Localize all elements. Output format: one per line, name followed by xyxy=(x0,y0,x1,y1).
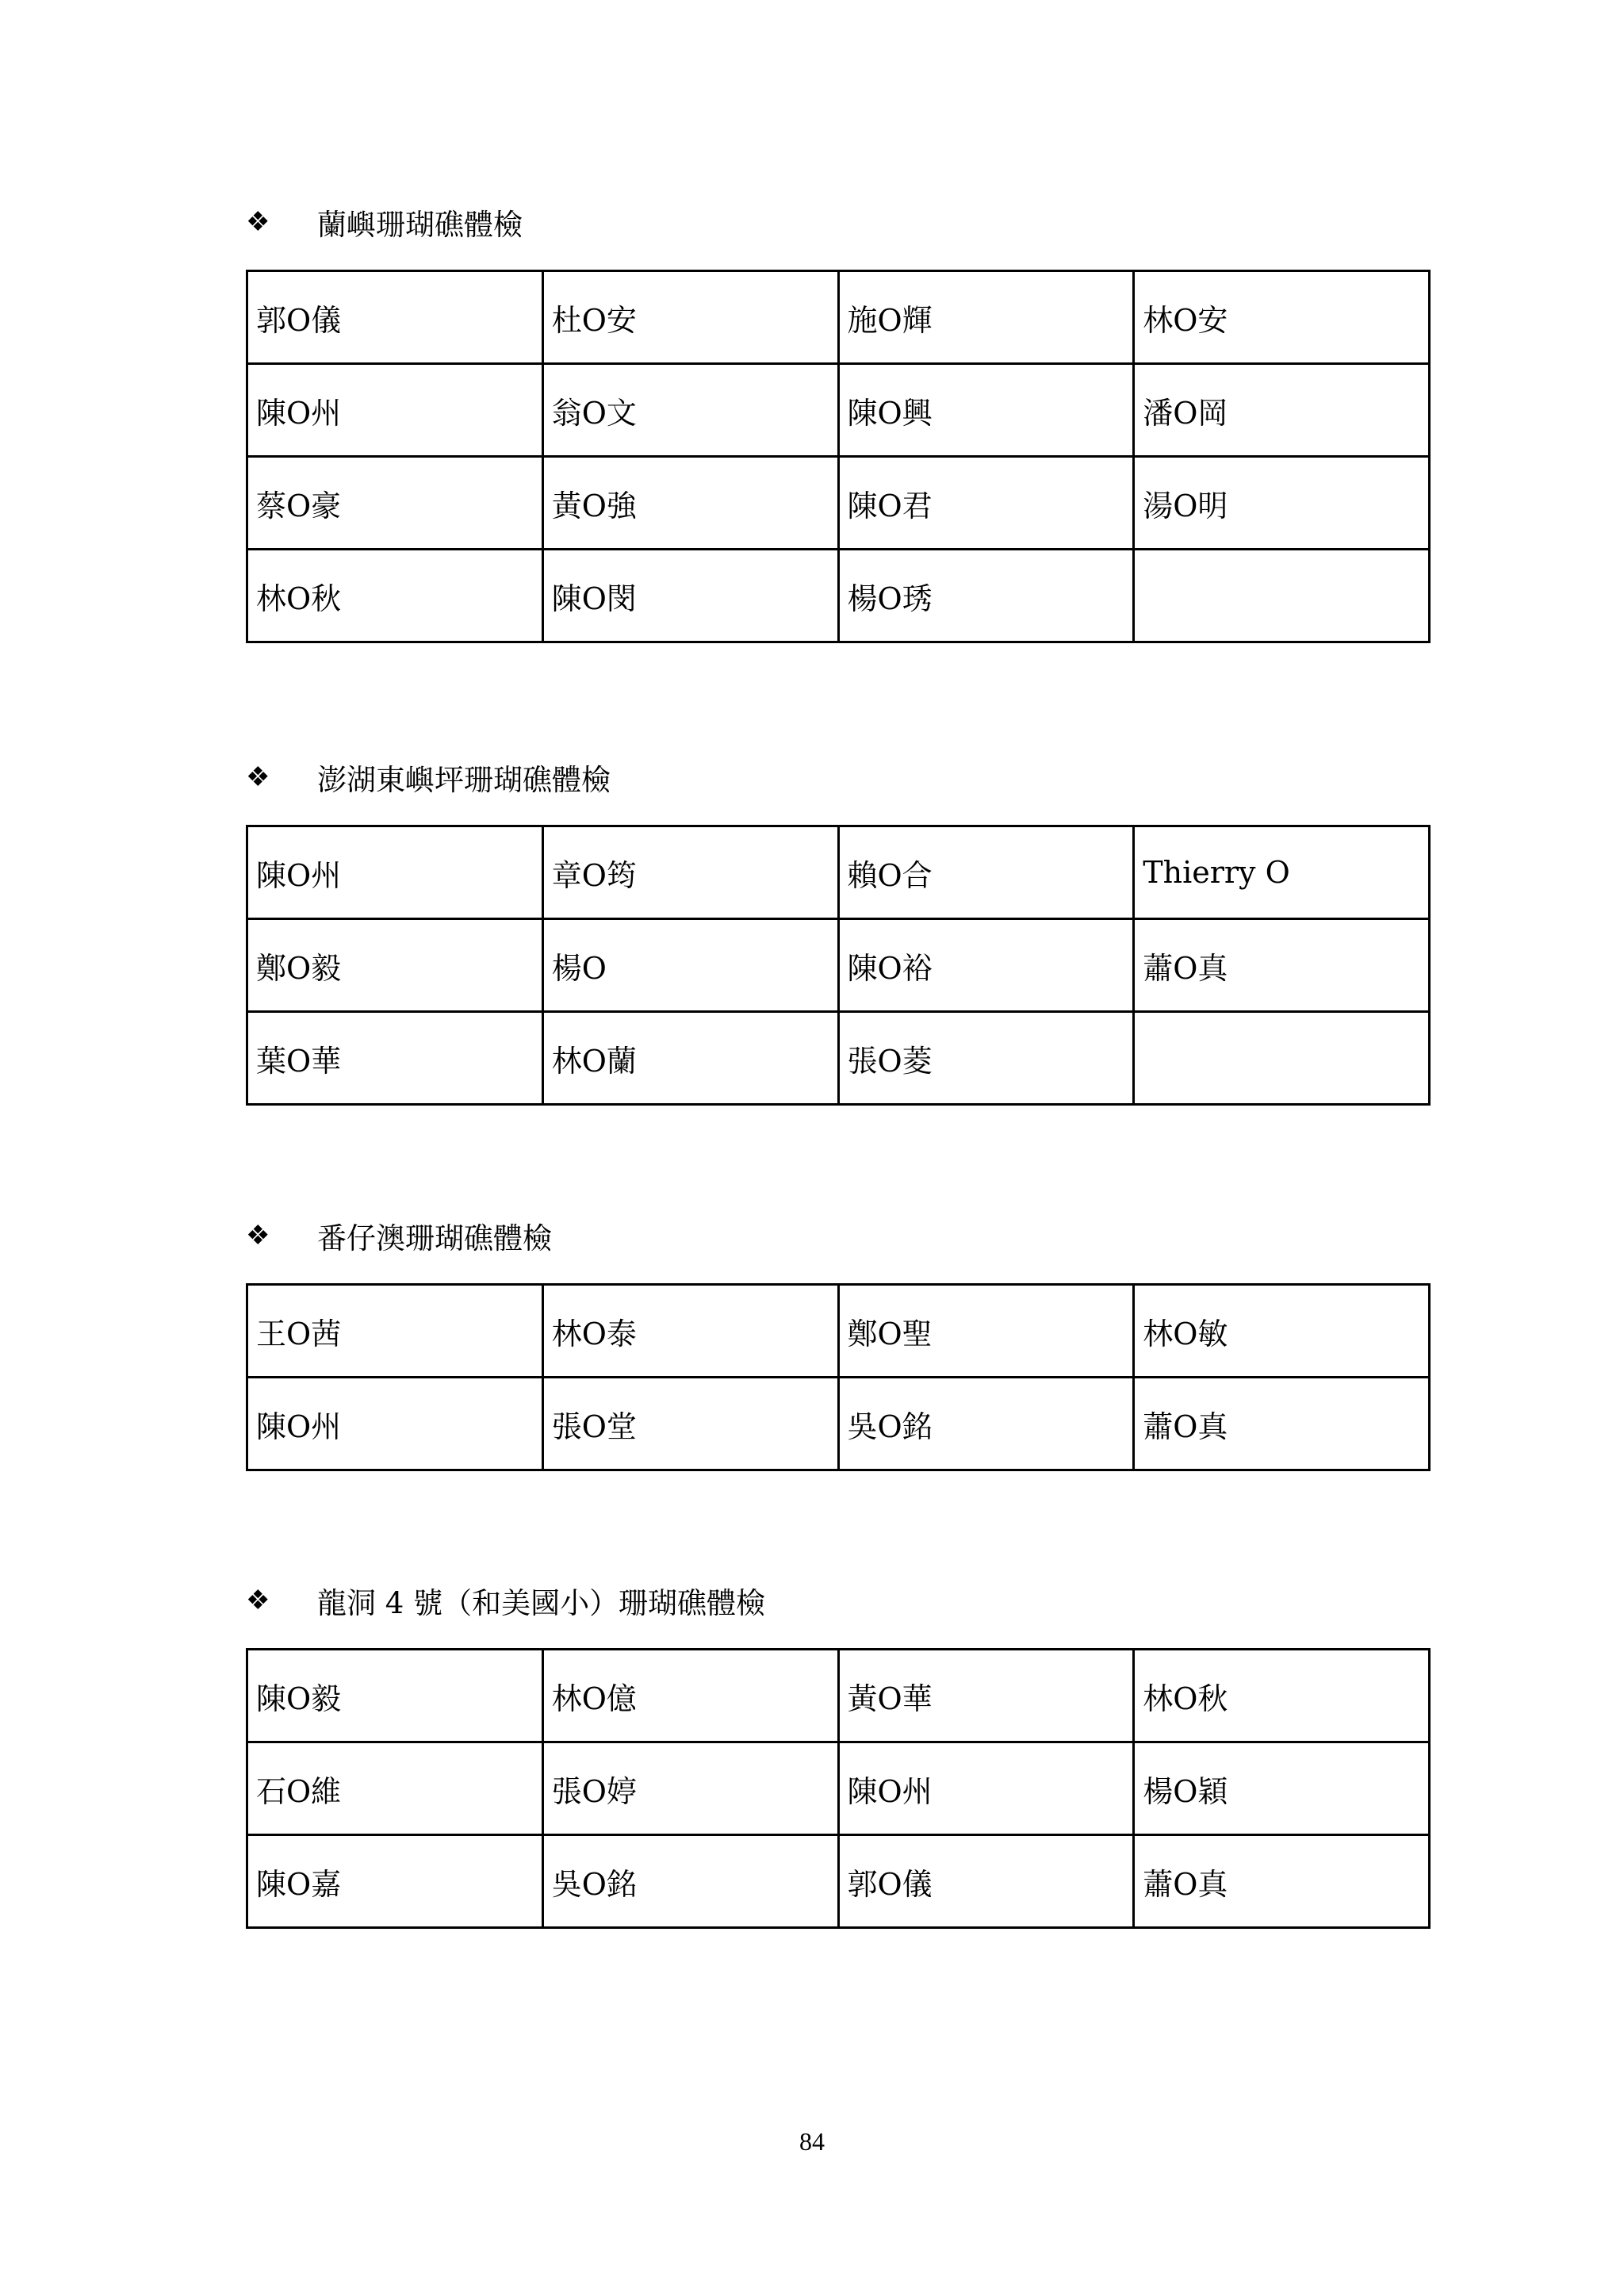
table-cell: 林O安 xyxy=(1134,271,1430,364)
table-cell: 鄭O聖 xyxy=(838,1285,1134,1378)
section-title: 龍洞 4 號（和美國小）珊瑚礁體檢 xyxy=(317,1586,766,1620)
table-cell: 黃O強 xyxy=(542,457,838,550)
table-cell: 楊O xyxy=(542,919,838,1012)
section-heading xyxy=(246,1212,1431,1259)
table-cell: 林O秋 xyxy=(247,550,543,642)
table-cell: 蕭O真 xyxy=(1134,919,1430,1012)
table-cell: Thierry O xyxy=(1134,826,1430,919)
diamond-bullet-icon: ❖ xyxy=(246,1585,270,1616)
diamond-bullet-icon: ❖ xyxy=(246,206,270,238)
table-cell: 陳O裕 xyxy=(838,919,1134,1012)
table-row xyxy=(247,1650,1430,1742)
table-cell: 石O維 xyxy=(247,1742,543,1835)
table-row xyxy=(247,1835,1430,1928)
table-cell: 王O茜 xyxy=(247,1285,543,1378)
table-cell xyxy=(1134,1012,1430,1105)
table-cell: 吳O銘 xyxy=(542,1835,838,1928)
members-table xyxy=(246,270,1431,643)
page-number: 84 xyxy=(799,2127,825,2156)
table-cell: 鄭O毅 xyxy=(247,919,543,1012)
table-cell: 吳O銘 xyxy=(838,1378,1134,1470)
table-cell: 蕭O真 xyxy=(1134,1835,1430,1928)
table-row xyxy=(247,1285,1430,1378)
table-row xyxy=(247,1012,1430,1105)
table-cell: 陳O州 xyxy=(838,1742,1134,1835)
table-cell: 楊O琇 xyxy=(838,550,1134,642)
table-cell: 陳O州 xyxy=(247,826,543,919)
members-table xyxy=(246,1283,1431,1471)
table-cell: 林O蘭 xyxy=(542,1012,838,1105)
table-cell: 翁O文 xyxy=(542,364,838,457)
table-cell: 張O婷 xyxy=(542,1742,838,1835)
section-heading xyxy=(246,198,1431,246)
table-row xyxy=(247,826,1430,919)
members-table xyxy=(246,1648,1431,1929)
table-row xyxy=(247,550,1430,642)
table-row xyxy=(247,457,1430,550)
table-cell: 陳O毅 xyxy=(247,1650,543,1742)
table-cell: 湯O明 xyxy=(1134,457,1430,550)
table-cell: 潘O岡 xyxy=(1134,364,1430,457)
table-cell: 陳O興 xyxy=(838,364,1134,457)
table-cell: 張O堂 xyxy=(542,1378,838,1470)
table-row xyxy=(247,919,1430,1012)
table-cell: 章O筠 xyxy=(542,826,838,919)
section-heading xyxy=(246,753,1431,801)
table-cell: 陳O君 xyxy=(838,457,1134,550)
section-title: 澎湖東嶼坪珊瑚礁體檢 xyxy=(317,763,611,797)
table-cell: 陳O嘉 xyxy=(247,1835,543,1928)
table-cell: 蕭O真 xyxy=(1134,1378,1430,1470)
table-cell: 黃O華 xyxy=(838,1650,1134,1742)
table-cell: 陳O州 xyxy=(247,364,543,457)
table-cell: 楊O穎 xyxy=(1134,1742,1430,1835)
members-table xyxy=(246,825,1431,1106)
table-cell: 林O敏 xyxy=(1134,1285,1430,1378)
table-row xyxy=(247,1742,1430,1835)
table-row xyxy=(247,1378,1430,1470)
table-cell xyxy=(1134,550,1430,642)
table-row xyxy=(247,271,1430,364)
section-fanziao xyxy=(246,1212,1431,1471)
table-cell: 張O菱 xyxy=(838,1012,1134,1105)
table-cell: 林O億 xyxy=(542,1650,838,1742)
table-cell: 葉O華 xyxy=(247,1012,543,1105)
diamond-bullet-icon: ❖ xyxy=(246,761,270,793)
table-cell: 陳O閔 xyxy=(542,550,838,642)
section-heading xyxy=(246,1577,1431,1624)
table-row xyxy=(247,364,1430,457)
table-cell: 郭O儀 xyxy=(838,1835,1134,1928)
section-lanyu xyxy=(246,198,1431,643)
table-cell: 賴O合 xyxy=(838,826,1134,919)
table-cell: 陳O州 xyxy=(247,1378,543,1470)
section-title: 番仔澳珊瑚礁體檢 xyxy=(317,1221,552,1255)
table-cell: 林O秋 xyxy=(1134,1650,1430,1742)
section-penghu-dongyuping xyxy=(246,753,1431,1106)
table-cell: 林O泰 xyxy=(542,1285,838,1378)
section-title: 蘭嶼珊瑚礁體檢 xyxy=(317,208,523,242)
table-cell: 杜O安 xyxy=(542,271,838,364)
table-cell: 施O輝 xyxy=(838,271,1134,364)
table-cell: 郭O儀 xyxy=(247,271,543,364)
diamond-bullet-icon: ❖ xyxy=(246,1220,270,1251)
table-cell: 蔡O豪 xyxy=(247,457,543,550)
section-longdong-4 xyxy=(246,1577,1431,1929)
